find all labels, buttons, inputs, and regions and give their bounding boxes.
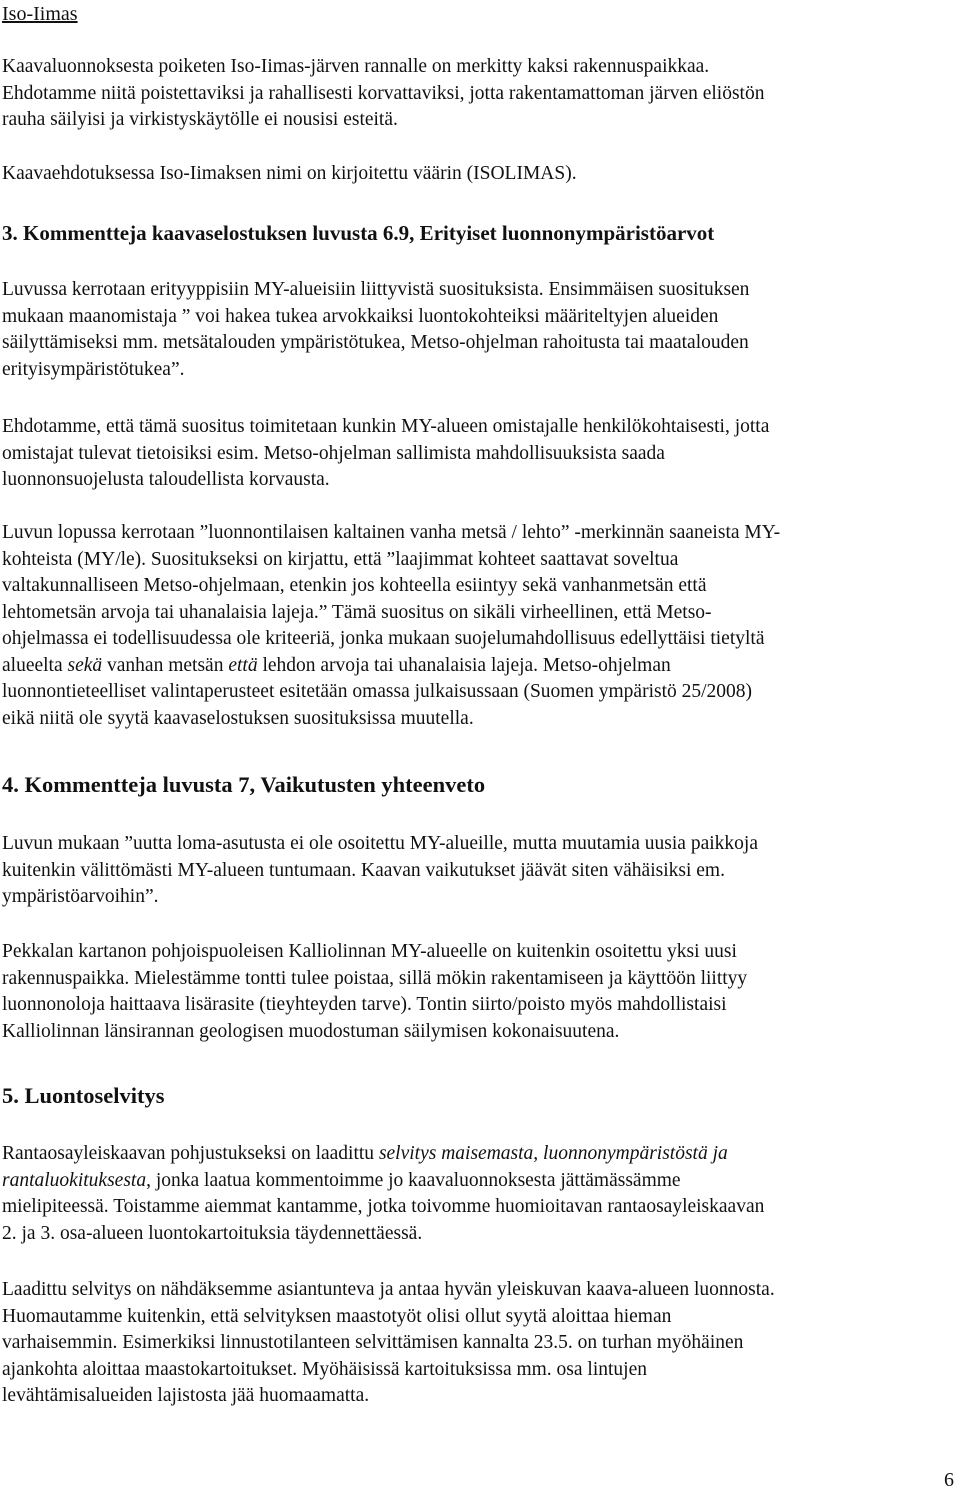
paragraph-selvitys-arvio xyxy=(2,1277,952,1410)
text-line: lehtometsän arvoja tai uhanalaisia lajeja.” Tämä suositus on sikäli virheellinen, että Metso- xyxy=(2,601,712,623)
text-line: luonnonoloja haittaava lisärasite (tieyhteyden tarve). Tontin siirto/poisto myös mahdollistaisi xyxy=(2,994,727,1015)
text-line: mukaan maanomistaja ” voi hakea tukea arvokkaiksi luontokohteiksi määriteltyjen alueiden xyxy=(2,305,719,327)
paragraph-nimivirhe xyxy=(2,161,952,188)
text-line: varhaisemmin. Esimerkiksi linnustotilanteen selvittämisen kannalta 23.5. on turhan myöhäinen xyxy=(2,1332,744,1353)
heading-section-4: 4. Kommentteja luvusta 7, Vaikutusten yhteenveto xyxy=(2,772,486,797)
text-line: Pekkalan kartanon pohjoispuoleisen Kalliolinnan MY-alueelle on kuitenkin osoitettu yksi uusi xyxy=(2,941,737,962)
heading-section-5: 5. Luontoselvitys xyxy=(2,1083,165,1108)
text-line: levähtämisalueiden lajistosta jää huomaamatta. xyxy=(2,1385,370,1406)
text-line: rakennuspaikka. Mielestämme tontti tulee poistaa, sillä mökin rakentamiseen ja käyttöön liittyy xyxy=(2,967,748,989)
paragraph-suositukset xyxy=(2,277,952,383)
text-line: Laadittu selvitys on nähdäksemme asiantunteva ja antaa hyvän yleiskuvan kaava-alueen luonnosta. xyxy=(2,1279,775,1300)
text-line xyxy=(2,1141,952,1168)
section-title-link[interactable]: Iso-Iimas xyxy=(2,3,78,25)
text-line: Luvun lopussa kerrotaan ”luonnontilaisen kaltainen vanha metsä / lehto” -merkinnän saaneista MY- xyxy=(2,522,781,543)
text-line: Kaavaehdotuksessa Iso-Iimaksen nimi on kirjoitettu väärin (ISOLIMAS). xyxy=(2,163,577,184)
text-line: Huomautamme kuitenkin, että selvityksen maastotyöt olisi ollut syytä aloittaa hieman xyxy=(2,1305,672,1327)
paragraph-ehdotus xyxy=(2,414,952,494)
text-line: erityisympäristötukea”. xyxy=(2,358,185,380)
text-line: Kaavaluonnoksesta poiketen Iso-Iimas-järven rannalle on merkitty kaksi rakennuspaikkaa. xyxy=(2,56,710,77)
text-line: rauha säilyisi ja virkistyskäytölle ei nousisi esteitä. xyxy=(2,109,398,130)
emphasis-etta: että xyxy=(228,654,258,676)
text-segment: , jonka laatua kommentoimme jo kaavaluonnoksesta jättämässämme xyxy=(146,1169,681,1191)
text-line: kohteista (MY/le). Suositukseksi on kirjattu, että ”laajimmat kohteet saattavat soveltua xyxy=(2,548,679,570)
page-number: 6 xyxy=(944,1469,954,1491)
paragraph-metso xyxy=(2,520,952,732)
text-line: kuitenkin välittömästi MY-alueen tuntumaan. Kaavan vaikutukset jäävät siten vähäisiksi em. xyxy=(2,859,725,881)
text-line: Luvussa kerrotaan erityyppisiin MY-alueisiin liittyvistä suosituksista. Ensimmäisen suosituksen xyxy=(2,279,750,300)
paragraph-loma-asutus xyxy=(2,831,952,911)
text-line: Luvun mukaan ”uutta loma-asutusta ei ole osoitettu MY-alueille, mutta muutamia uusia paikkoja xyxy=(2,833,758,854)
text-line: säilyttämiseksi mm. metsätalouden ympäristötukea, Metso-ohjelman rahoitusta tai maatalouden xyxy=(2,332,749,353)
text-line: ympäristöarvoihin”. xyxy=(2,886,159,907)
text-segment: alueelta xyxy=(2,654,68,676)
paragraph-kalliolinna xyxy=(2,939,952,1045)
text-line: 2. ja 3. osa-alueen luontokartoituksia täydennettäessä. xyxy=(2,1222,423,1244)
text-line xyxy=(2,1168,952,1195)
text-line: luonnontieteelliset valintaperusteet esitetään omassa julkaisussaan (Suomen ympäristö 25/2008) xyxy=(2,681,753,702)
text-line: ohjelmassa ei todellisuudessa ole kriteeriä, jonka mukaan suojelumahdollisuus edellyttäisi tietyltä xyxy=(2,628,765,649)
text-line: ajankohta aloittaa maastokartoitukset. Myöhäisissä kartoituksissa mm. osa lintujen xyxy=(2,1358,648,1380)
text-segment: vanhan metsän xyxy=(102,654,229,676)
emphasis-report-title: rantaluokituksesta xyxy=(2,1169,147,1191)
text-line: Ehdotamme, että tämä suositus toimitetaan kunkin MY-alueen omistajalle henkilökohtaisesti, jotta xyxy=(2,416,770,437)
text-line: Ehdotamme niitä poistettaviksi ja rahallisesti korvattaviksi, jotta rakentamattoman järven eliöstön xyxy=(2,82,765,104)
paragraph-luontoselvitys xyxy=(2,1141,952,1247)
text-line: mielipiteessä. Toistamme aiemmat kantamme, jotka toivomme huomioitavan rantaosayleiskaavan xyxy=(2,1196,765,1217)
text-line: Kalliolinnan länsirannan geologisen muodostuman säilymisen kokonaisuutena. xyxy=(2,1020,620,1042)
paragraph-rakennuspaikat xyxy=(2,54,952,134)
text-line: omistajat tulevat tietoisiksi esim. Metso-ohjelman sallimista mahdollisuuksista saada xyxy=(2,442,665,464)
text-segment: lehdon arvoja tai uhanalaisia lajeja. Metso-ohjelman xyxy=(257,654,671,676)
heading-section-3: 3. Kommentteja kaavaselostuksen luvusta 6.9, Erityiset luonnonympäristöarvot xyxy=(2,221,715,245)
emphasis-seka: sekä xyxy=(67,654,103,676)
text-line: valtakunnalliseen Metso-ohjelmaan, etenkin jos kohteella esiintyy sekä vanhanmetsän että xyxy=(2,575,707,596)
text-line: eikä niitä ole syytä kaavaselostuksen suosituksissa muutella. xyxy=(2,707,474,729)
text-line xyxy=(2,653,952,680)
emphasis-report-title: selvitys maisemasta, luonnonympäristöstä ja xyxy=(378,1143,728,1164)
text-segment: Rantaosayleiskaavan pohjustukseksi on laadittu xyxy=(2,1143,379,1164)
text-line: luonnonsuojelusta taloudellista korvausta. xyxy=(2,469,330,490)
